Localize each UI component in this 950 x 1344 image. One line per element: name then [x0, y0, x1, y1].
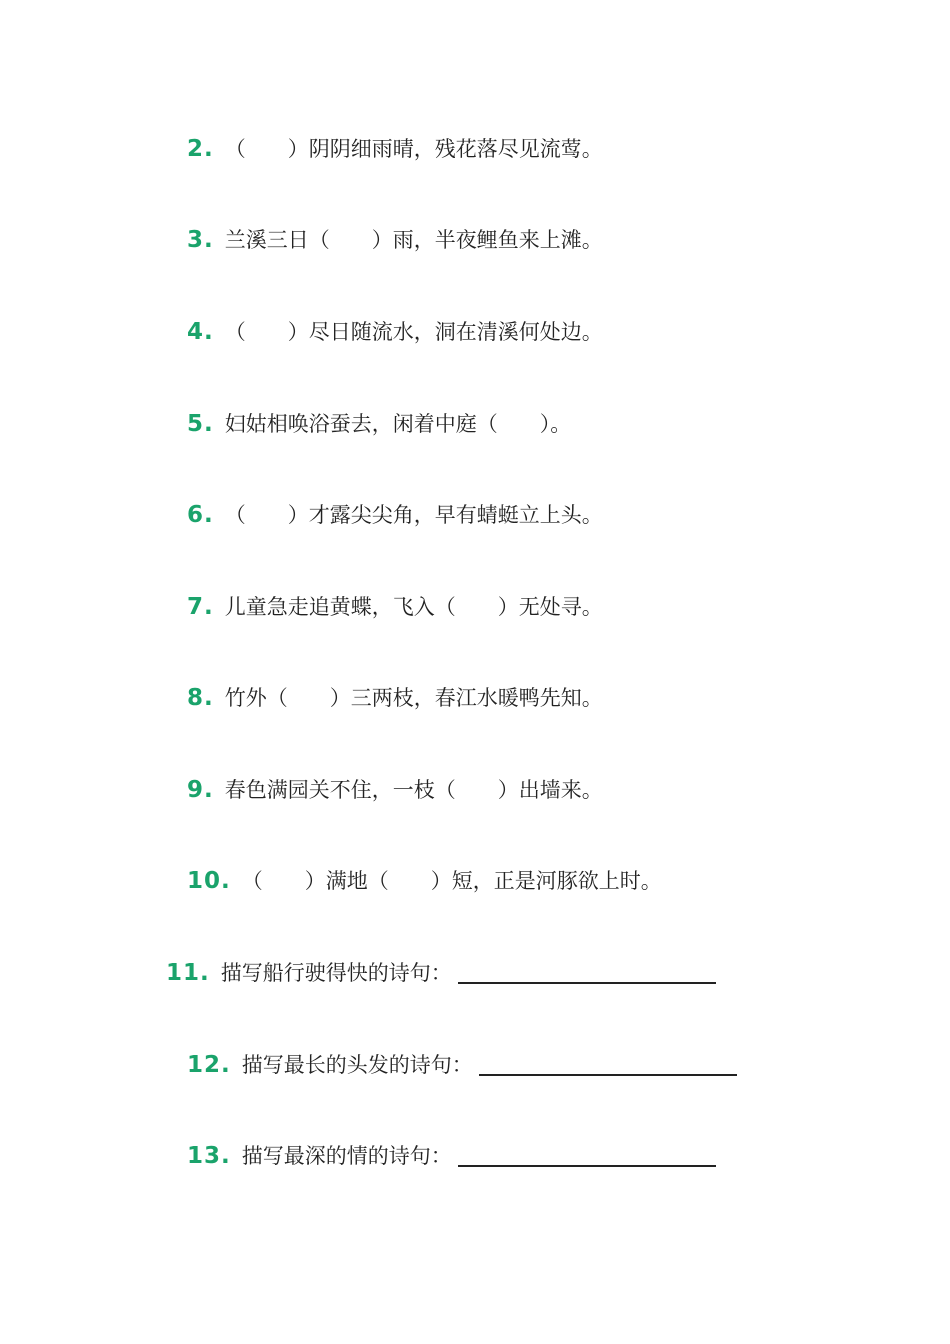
question-12	[187, 1045, 737, 1085]
question-4	[187, 312, 603, 352]
question-text: 兰溪三日（ ）雨，半夜鲤鱼来上滩。	[224, 228, 603, 252]
question-number: 10	[187, 868, 222, 894]
question-7	[187, 587, 603, 627]
question-text: 描写船行驶得快的诗句：	[220, 961, 452, 985]
number-dot: .	[221, 868, 230, 894]
question-number: 7	[187, 594, 205, 620]
question-number: 9	[187, 777, 205, 803]
number-dot: .	[204, 319, 213, 345]
number-dot: .	[204, 227, 213, 253]
question-number: 3	[187, 227, 205, 253]
number-dot: .	[204, 685, 213, 711]
question-text: 描写最深的情的诗句：	[241, 1144, 452, 1168]
question-text: 竹外（ ）三两枝，春江水暖鸭先知。	[224, 686, 603, 710]
question-11	[166, 953, 716, 993]
question-text: 儿童急走追黄蝶，飞入（ ）无处寻。	[224, 595, 603, 619]
question-text: （ ）尽日随流水，洞在清溪何处边。	[224, 320, 603, 344]
question-number: 5	[187, 411, 205, 437]
answer-blank-line[interactable]	[458, 1165, 716, 1167]
number-dot: .	[204, 594, 213, 620]
number-dot: .	[204, 502, 213, 528]
question-5	[187, 404, 571, 444]
question-number: 12	[187, 1052, 222, 1078]
question-number: 4	[187, 319, 205, 345]
number-dot: .	[221, 1052, 230, 1078]
question-text: （ ）阴阴细雨晴，残花落尽见流莺。	[224, 137, 603, 161]
answer-blank-line[interactable]	[479, 1074, 737, 1076]
question-6	[187, 495, 603, 535]
question-9	[187, 770, 603, 810]
question-2	[187, 129, 603, 169]
number-dot: .	[204, 136, 213, 162]
question-number: 2	[187, 136, 205, 162]
question-8	[187, 678, 603, 718]
question-number: 6	[187, 502, 205, 528]
question-text: （ ）才露尖尖角，早有蜻蜓立上头。	[224, 503, 603, 527]
number-dot: .	[200, 960, 209, 986]
number-dot: .	[204, 411, 213, 437]
question-text: （ ）满地（ ）短，正是河豚欲上时。	[241, 869, 662, 893]
number-dot: .	[204, 777, 213, 803]
question-text: 妇姑相唤浴蚕去，闲着中庭（ ）。	[224, 412, 572, 436]
question-3	[187, 220, 603, 260]
question-number: 13	[187, 1143, 222, 1169]
question-13	[187, 1136, 716, 1176]
number-dot: .	[221, 1143, 230, 1169]
question-number: 8	[187, 685, 205, 711]
answer-blank-line[interactable]	[458, 982, 716, 984]
question-text: 春色满园关不住，一枝（ ）出墙来。	[224, 778, 603, 802]
question-number: 11	[166, 960, 201, 986]
question-10	[187, 861, 662, 901]
question-text: 描写最长的头发的诗句：	[241, 1053, 473, 1077]
